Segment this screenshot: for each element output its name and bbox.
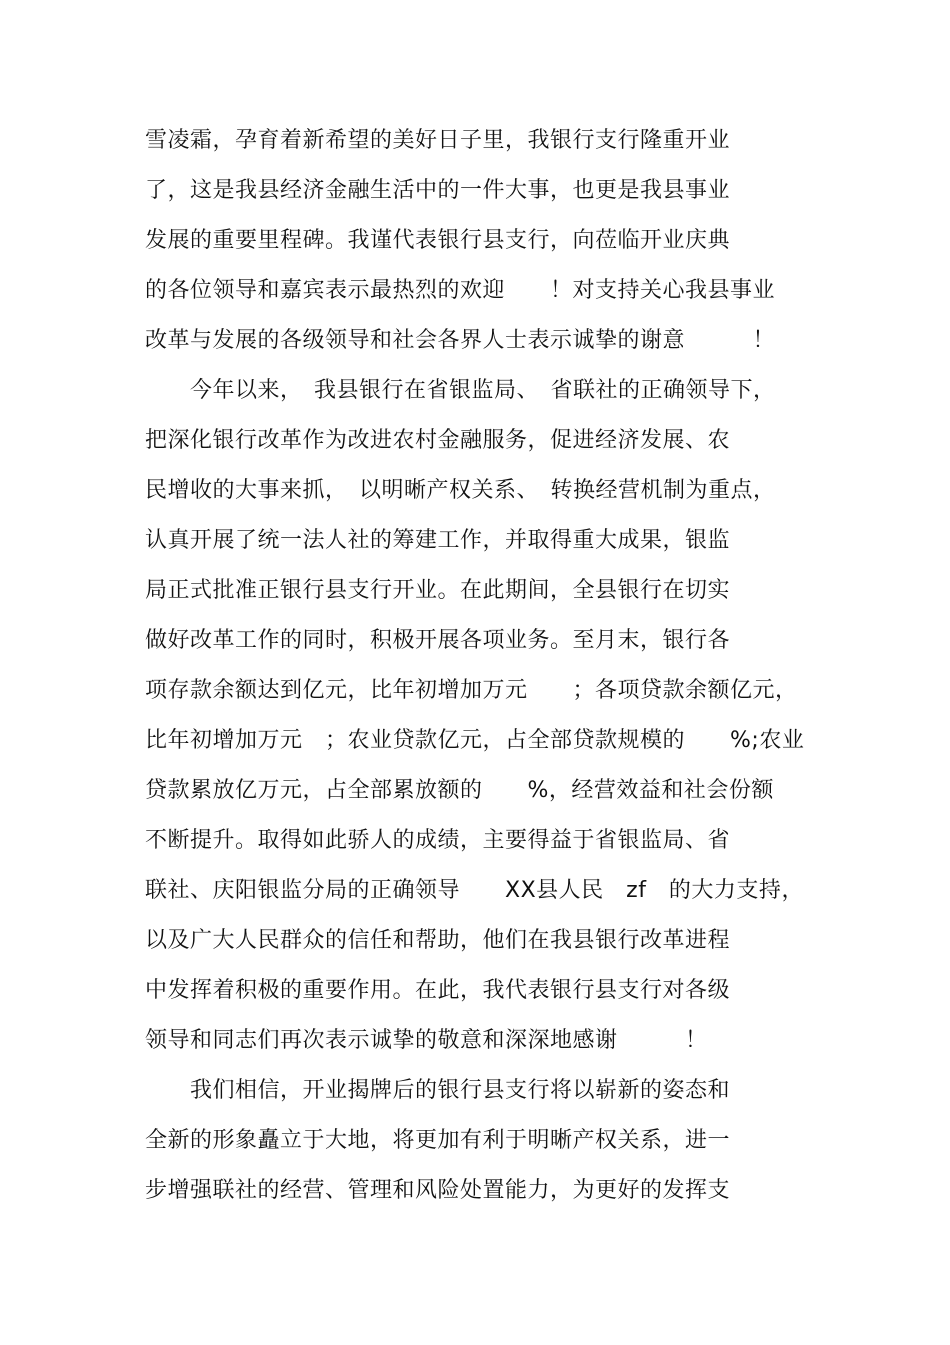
text-line: 的各位领导和嘉宾表示最热烈的欢迎 ！对支持关心我县事业 [145, 278, 776, 303]
text-line: 雪凌霜，孕育着新希望的美好日子里，我银行支行隆重开业 [145, 128, 731, 153]
text-line: 贷款累放亿万元，占全部累放额的 %，经营效益和社会份额 [145, 778, 774, 803]
text-line: 局正式批准正银行县支行开业。在此期间，全县银行在切实 [145, 578, 731, 603]
text-line: 了，这是我县经济金融生活中的一件大事，也更是我县事业 [145, 178, 731, 203]
text-line: 步增强联社的经营、管理和风险处置能力，为更好的发挥支 [145, 1178, 731, 1203]
text-line: 不断提升。取得如此骄人的成绩，主要得益于省银监局、省 [145, 828, 731, 853]
text-line: 项存款余额达到亿元，比年初增加万元 ；各项贷款余额亿元， [145, 678, 798, 703]
text-line: 发展的重要里程碑。我谨代表银行县支行，向莅临开业庆典 [145, 228, 731, 253]
text-line: 中发挥着积极的重要作用。在此，我代表银行县支行对各级 [145, 978, 731, 1003]
text-line: 我们相信，开业揭牌后的银行县支行将以崭新的姿态和 [145, 1078, 731, 1103]
text-line: 联社、庆阳银监分局的正确领导 XX县人民 zf 的大力支持， [145, 878, 804, 903]
text-line: 今年以来， 我县银行在省银监局、 省联社的正确领导下， [145, 378, 776, 403]
text-line: 做好改革工作的同时，积极开展各项业务。至月末，银行各 [145, 628, 731, 653]
text-line: 全新的形象矗立于大地，将更加有利于明晰产权关系，进一 [145, 1128, 731, 1153]
text-line: 把深化银行改革作为改进农村金融服务，促进经济发展、农 [145, 428, 731, 453]
text-line: 以及广大人民群众的信任和帮助，他们在我县银行改革进程 [145, 928, 731, 953]
text-line: 认真开展了统一法人社的筹建工作，并取得重大成果，银监 [145, 528, 731, 553]
text-line: 比年初增加万元 ；农业贷款亿元，占全部贷款规模的 %;农业 [145, 728, 805, 753]
text-line: 领导和同志们再次表示诚挚的敬意和深深地感谢 ！ [145, 1028, 708, 1053]
text-line: 民增收的大事来抓， 以明晰产权关系、 转换经营机制为重点， [145, 478, 776, 503]
text-line: 改革与发展的各级领导和社会各界人士表示诚挚的谢意 ！ [145, 328, 776, 353]
